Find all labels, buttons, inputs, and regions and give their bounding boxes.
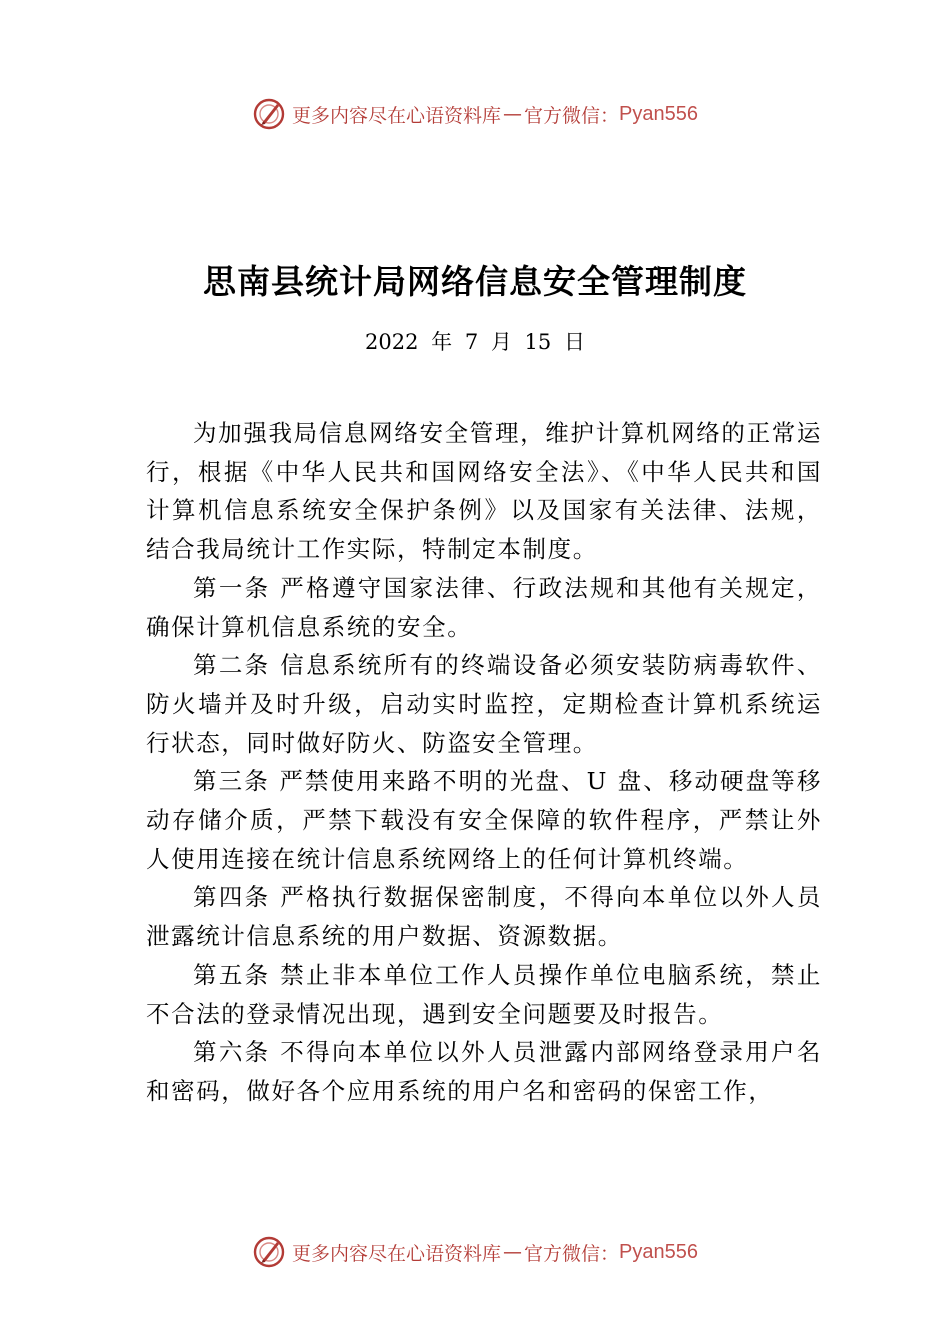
paragraph-article-6: 第六条 不得向本单位以外人员泄露内部网络登录用户名和密码，做好各个应用系统的用户名和密码的保密工作，: [146, 1038, 822, 1105]
paragraph-intro: 为加强我局信息网络安全管理，维护计算机网络的正常运行，根据《中华人民共和国网络安全法》、《中华人民共和国计算机信息系统安全保护条例》以及国家有关法律、法规， 结合我局统计工作实际，特制定本制度。: [146, 419, 822, 564]
paragraph-article-4: 第四条 严格执行数据保密制度，不得向本单位以外人员泄露统计信息系统的用户数据、资源数据。: [146, 883, 822, 951]
banner-wechat-id: Pyan556: [619, 1240, 698, 1263]
banner-separator: —: [503, 1241, 523, 1263]
document-title: 思南县统计局网络信息安全管理制度: [203, 262, 747, 301]
quill-seal-icon: [252, 1235, 286, 1269]
paragraph-article-5: 第五条 禁止非本单位工作人员操作单位电脑系统，禁止不合法的登录情况出现，遇到安全问题要及时报告。: [146, 960, 822, 1028]
quill-seal-icon: [252, 97, 286, 131]
banner-wechat-label: 官方微信：: [524, 1242, 620, 1265]
header-banner: [0, 94, 950, 134]
banner-text: 更多内容尽在心语资料库: [292, 104, 502, 127]
paragraph-article-2: 第二条 信息系统所有的终端设备必须安装防病毒软件、防火墙并及时升级，启动实时监控，定期检查计算机系统运行状态，同时做好防火、防盗安全管理。: [146, 651, 822, 757]
document-date: 2022 年 7 月 15 日: [365, 330, 585, 354]
document-body: [146, 414, 822, 1111]
footer-banner: [0, 1232, 950, 1272]
banner-separator: —: [503, 103, 523, 125]
banner-wechat-label: 官方微信：: [524, 104, 620, 127]
banner-text: 更多内容尽在心语资料库: [292, 1242, 502, 1265]
banner-wechat-id: Pyan556: [619, 102, 698, 125]
paragraph-article-1: 第一条 严格遵守国家法律、行政法规和其他有关规定，确保计算机信息系统的安全。: [146, 573, 822, 641]
paragraph-article-3: 第三条 严禁使用来路不明的光盘、U 盘、移动硬盘等移动存储介质，严禁下载没有安全保障的软件程序，严禁让外人使用连接在统计信息系统网络上的任何计算机终端。: [146, 767, 822, 873]
